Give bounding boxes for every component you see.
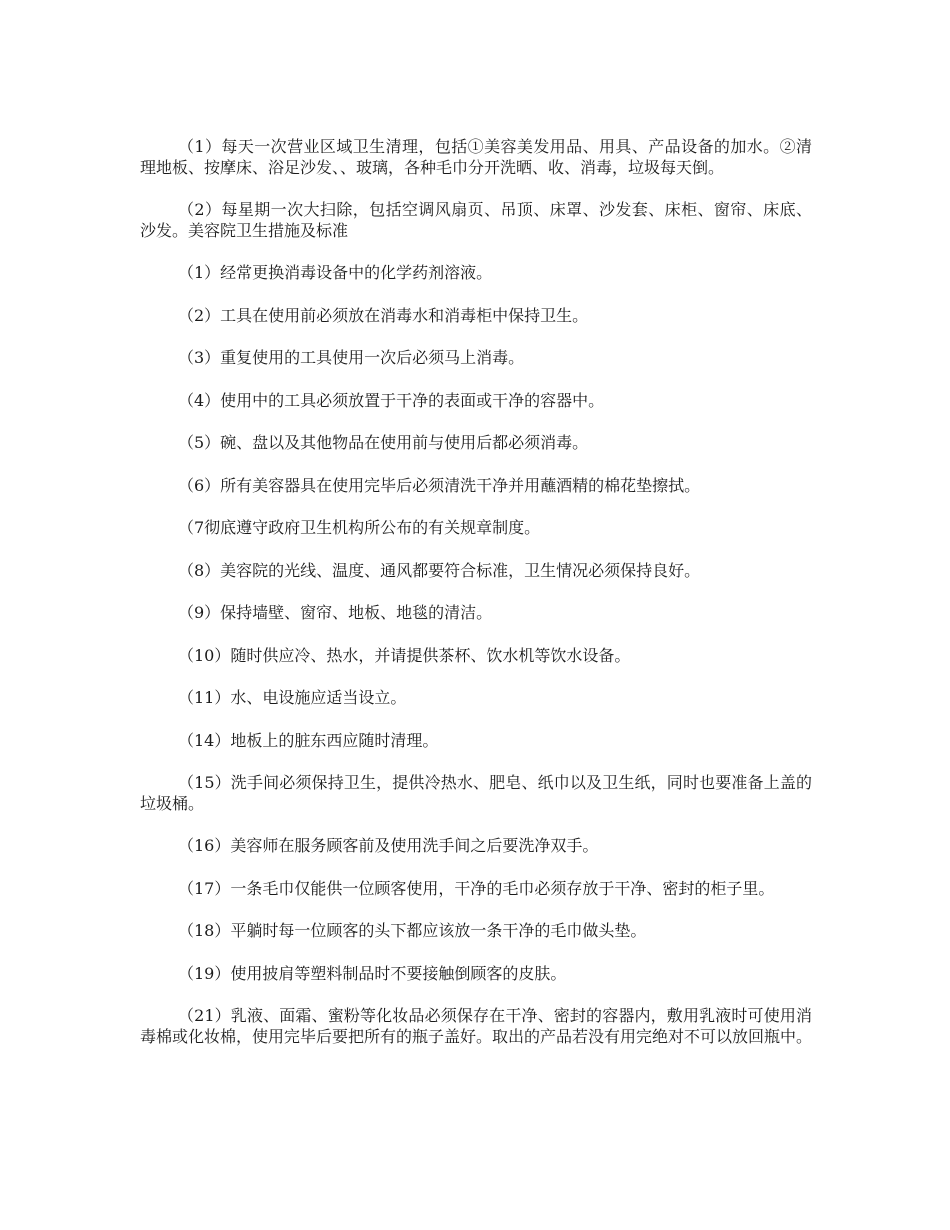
paragraph-item-18: （18）平躺时每一位顾客的头下都应该放一条干净的毛巾做头垫。: [178, 921, 647, 940]
paragraph-item-3: （3）重复使用的工具使用一次后必须马上消毒。: [178, 348, 525, 367]
paragraph-item-2: （2）工具在使用前必须放在消毒水和消毒柜中保持卫生。: [178, 305, 589, 325]
paragraph-item-4: （4）使用中的工具必须放置于干净的表面或干净的容器中。: [178, 390, 605, 410]
paragraph-item-15: （15）洗手间必须保持卫生，提供冷热水、肥皂、纸巾以及卫生纸，同时也要准备上盖的垃圾桶。: [140, 773, 812, 813]
paragraph-item-9: （9）保持墙壁、窗帘、地板、地毯的清洁。: [178, 603, 493, 622]
paragraph-weekly-cleaning: （2）每星期一次大扫除，包括空调风扇页、吊顶、床罩、沙发套、床柜、窗帘、床底、沙发。美容院卫生措施及标准: [140, 200, 812, 240]
paragraph-item-14: （14）地板上的脏东西应随时清理。: [178, 730, 439, 750]
paragraph-daily-cleaning: （1）每天一次营业区域卫生清理，包括①美容美发用品、用具、产品设备的加水。②清理地板、按摩床、浴足沙发、、玻璃，各种毛巾分开洗晒、收、消毒，垃圾每天倒。: [140, 137, 812, 177]
paragraph-item-17: （17）一条毛巾仅能供一位顾客使用，干净的毛巾必须存放于干净、密封的柜子里。: [178, 878, 775, 898]
paragraph-item-6: （6）所有美容器具在使用完毕后必须清洗干净并用蘸酒精的棉花垫擦拭。: [178, 475, 701, 495]
paragraph-item-16: （16）美容师在服务顾客前及使用洗手间之后要洗净双手。: [178, 836, 599, 855]
paragraph-item-1: （1）经常更换消毒设备中的化学药剂溶液。: [178, 263, 493, 282]
paragraph-item-5: （5）碗、盘以及其他物品在使用前与使用后都必须消毒。: [178, 433, 589, 452]
paragraph-item-19: （19）使用披肩等塑料制品时不要接触倒顾客的皮肤。: [178, 963, 567, 983]
paragraph-item-21: （21）乳液、面霜、蜜粉等化妆品必须保存在干净、密封的容器内，敷用乳液时可使用消毒棉或化妆棉，使用完毕后要把所有的瓶子盖好。取出的产品若没有用完绝对不可以放回瓶中。: [140, 1006, 813, 1046]
paragraph-item-8: （8）美容院的光线、温度、通风都要符合标准，卫生情况必须保持良好。: [178, 560, 701, 580]
paragraph-item-10: （10）随时供应冷、热水，并请提供茶杯、饮水机等饮水设备。: [178, 645, 631, 665]
paragraph-item-7: （7彻底遵守政府卫生机构所公布的有关规章制度。: [178, 518, 541, 537]
document-body: [140, 137, 812, 1069]
paragraph-item-11: （11）水、电设施应适当设立。: [178, 688, 407, 707]
